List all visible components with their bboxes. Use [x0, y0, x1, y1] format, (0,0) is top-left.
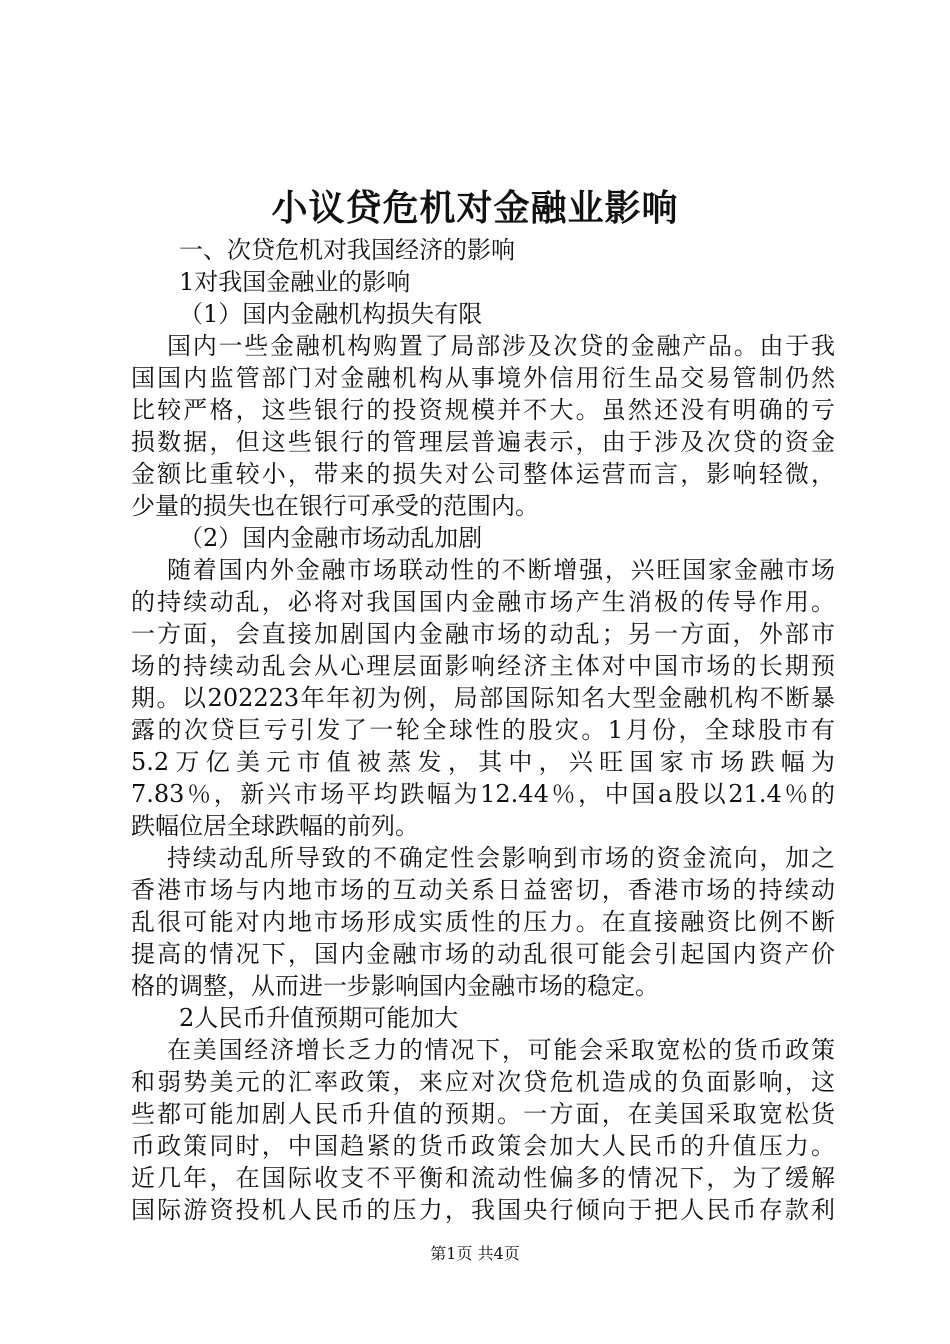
section-heading-1: 一、次贷危机对我国经济的影响 [179, 236, 515, 264]
paragraph-line: 7.83％，新兴市场平均跌幅为12.44％，中国a股以21.4％的 [131, 780, 835, 808]
paragraph-line: 随着国内外金融市场联动性的不断增强，兴旺国家金融市场 [167, 556, 835, 584]
paragraph-line: 近几年，在国际收支不平衡和流动性偏多的情况下，为了缓解 [131, 1164, 835, 1192]
paragraph-line: 提高的情况下，国内金融市场的动乱很可能会引起国内资产价 [131, 940, 835, 968]
section-heading-1-1-2: （2）国内金融市场动乱加剧 [179, 524, 483, 552]
paragraph-line: 些都可能加剧人民币升值的预期。一方面，在美国采取宽松货 [131, 1100, 835, 1128]
paragraph-uncertainty [131, 842, 835, 1002]
paragraph-market-turmoil [131, 554, 835, 842]
paragraph-line: 场的持续动乱会从心理层面影响经济主体对中国市场的长期预 [131, 652, 835, 680]
paragraph-line: 香港市场与内地市场的互动关系日益密切，香港市场的持续动 [131, 876, 835, 904]
paragraph-rmb-appreciation [131, 1034, 835, 1226]
paragraph-line: 跌幅位居全球跌幅的前列。 [131, 812, 419, 840]
paragraph-line: 格的调整，从而进一步影响国内金融市场的稳定。 [131, 972, 659, 1000]
paragraph-line: 比较严格，这些银行的投资规模并不大。虽然还没有明确的亏 [131, 396, 835, 424]
paragraph-line: 国际游资投机人民币的压力，我国央行倾向于把人民币存款利 [131, 1196, 835, 1224]
section-heading-1-2: 2人民币升值预期可能加大 [179, 1004, 459, 1032]
section-heading-1-1-1: （1）国内金融机构损失有限 [179, 300, 483, 328]
paragraph-line: 损数据，但这些银行的管理层普遍表示，由于涉及次贷的资金 [131, 428, 835, 456]
paragraph-line: 乱很可能对内地市场形成实质性的压力。在直接融资比例不断 [131, 908, 835, 936]
paragraph-line: 5.2万亿美元市值被蒸发，其中，兴旺国家市场跌幅为 [131, 748, 835, 776]
paragraph-line: 期。以202223年年初为例，局部国际知名大型金融机构不断暴 [131, 684, 835, 712]
paragraph-line: 一方面，会直接加剧国内金融市场的动乱；另一方面，外部市 [131, 620, 835, 648]
page-footer: 第1页 共4页 [430, 1244, 520, 1263]
paragraph-line: 国国内监管部门对金融机构从事境外信用衍生品交易管制仍然 [131, 364, 835, 392]
paragraph-line: 在美国经济增长乏力的情况下，可能会采取宽松的货币政策 [167, 1036, 835, 1064]
paragraph-line: 币政策同时，中国趋紧的货币政策会加大人民币的升值压力。 [131, 1132, 835, 1160]
paragraph-line: 和弱势美元的汇率政策，来应对次贷危机造成的负面影响，这 [131, 1068, 835, 1096]
paragraph-line: 少量的损失也在银行可承受的范围内。 [131, 492, 539, 520]
paragraph-line: 露的次贷巨亏引发了一轮全球性的股灾。1月份，全球股市有 [131, 716, 835, 744]
document-body [131, 234, 835, 1226]
paragraph-line: 的持续动乱，必将对我国国内金融市场产生消极的传导作用。 [131, 588, 835, 616]
paragraph-line: 持续动乱所导致的不确定性会影响到市场的资金流向，加之 [167, 844, 835, 872]
section-heading-1-1: 1对我国金融业的影响 [179, 268, 411, 296]
paragraph-institution-losses [131, 330, 835, 522]
paragraph-line: 金额比重较小，带来的损失对公司整体运营而言，影响轻微， [131, 460, 835, 488]
paragraph-line: 国内一些金融机构购置了局部涉及次贷的金融产品。由于我 [167, 332, 835, 360]
document-title: 小议贷危机对金融业影响 [271, 187, 679, 229]
